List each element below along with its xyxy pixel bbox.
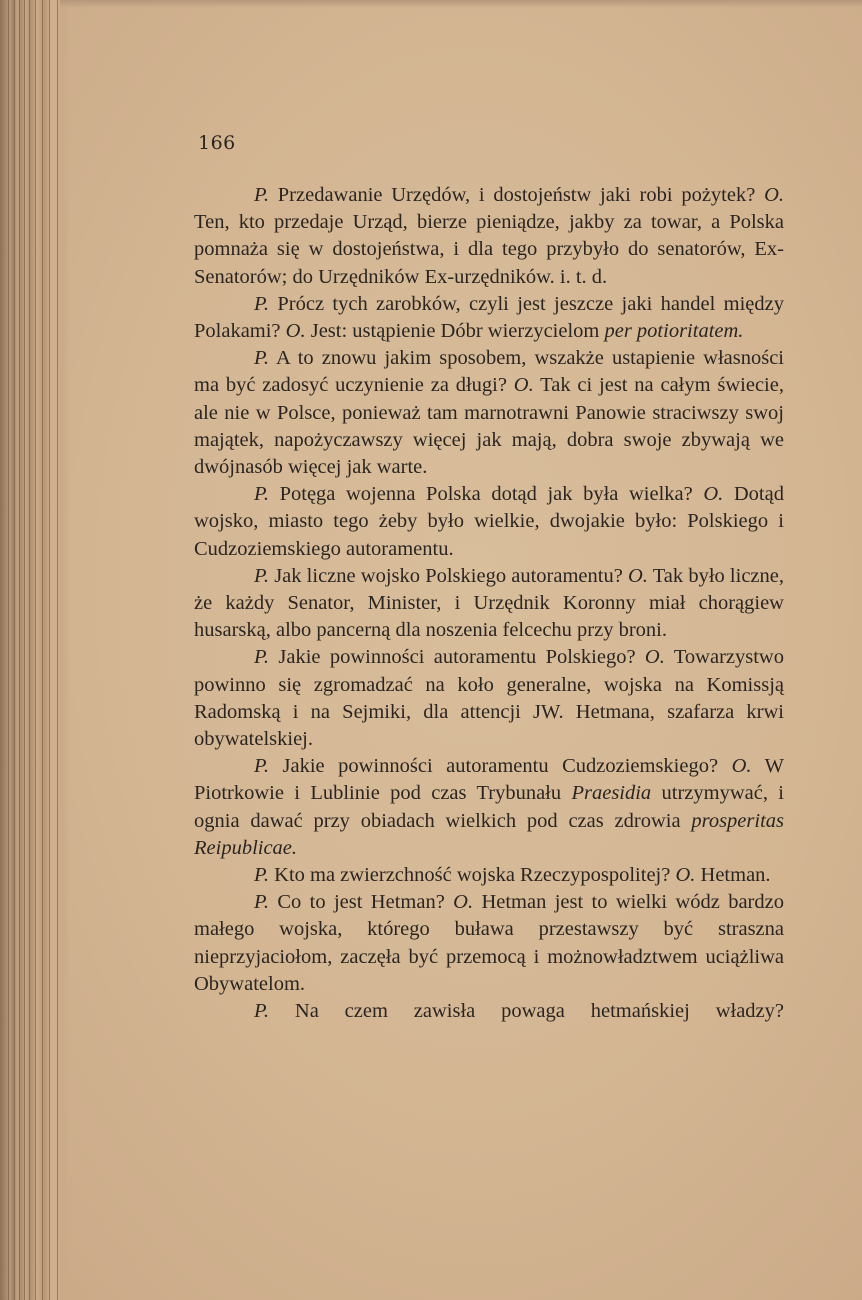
answer-marker: O. xyxy=(444,891,474,914)
question-marker: P. xyxy=(254,891,270,914)
answer-text: Dotąd wojsko, miasto tego żeby było wielkie, dwojakie było: Polskiego i Cudzoziemskiego autoramentu. xyxy=(194,483,784,560)
question-marker: P. xyxy=(254,184,270,206)
paragraph xyxy=(194,481,784,563)
question-marker: P. xyxy=(254,755,270,778)
question-marker: P. xyxy=(254,292,270,315)
question-marker: P. xyxy=(254,1000,270,1023)
question-text: Na czem zawisła powaga hetmańskiej władzy? xyxy=(269,1000,784,1023)
question-marker: P. xyxy=(254,864,270,887)
paragraph xyxy=(194,753,784,862)
question-text: Jakie powinności autoramentu Polskiego? xyxy=(269,646,636,669)
question-text: Jakie powinności autoramentu Cudzoziemskiego? xyxy=(269,755,719,778)
question-text: Jak liczne wojsko Polskiego autoramentu? xyxy=(269,564,623,587)
paragraph xyxy=(194,182,784,291)
question-text: Potęga wojenna Polska dotąd jak była wielka? xyxy=(269,483,693,506)
question-text: Kto ma zwierzchność wojska Rzeczypospolitej? xyxy=(269,864,671,887)
answer-text: Tak ci jest na całym świecie, ale nie w Polsce, ponieważ tam marnotrawni Panowie straciwszy swoj majątek, napożyczawszy więcej jak mają, dobra swoje zbywają we dwójnasób więcej jak warte. xyxy=(194,374,784,479)
question-text: Przedawanie Urzędów, i dostojeństw jaki robi pożytek? xyxy=(269,184,756,206)
latin-phrase: Praesidia xyxy=(571,782,652,805)
paragraph xyxy=(194,644,784,753)
answer-marker: O. xyxy=(635,646,665,669)
answer-text: Jest: ustąpienie Dóbr wierzycielom xyxy=(305,320,605,343)
paragraph xyxy=(194,345,784,481)
page-stack-edge xyxy=(0,0,70,1300)
answer-text: Tak było liczne, że każdy Senator, Minister, i Urzędnik Koronny miał chorągiew husarską, albo pancerną dla noszenia felcechu przy broni. xyxy=(194,564,784,642)
question-marker: P. xyxy=(254,564,270,587)
paragraph xyxy=(194,862,784,889)
answer-marker: O. xyxy=(755,184,784,206)
paragraph xyxy=(194,291,784,345)
question-marker: P. xyxy=(254,646,270,669)
paragraph xyxy=(194,998,784,1025)
page-text xyxy=(194,182,784,1025)
answer-marker: O. xyxy=(622,564,648,587)
page-number: 166 xyxy=(198,132,236,154)
answer-marker: O. xyxy=(670,864,696,887)
answer-text-continued: utrzymywać, i ognia dawać przy obiadach wielkich pod czas zdrowia xyxy=(194,782,784,832)
answer-text: Hetman jest to wielki wódz bardzo małego wojska, którego buława przestawszy być straszna nieprzyjaciołom, zaczęła być przemocą i możnowładztwem uciążliwa Obywatelom. xyxy=(194,891,784,995)
paragraph xyxy=(194,563,784,645)
question-marker: P. xyxy=(254,483,270,506)
answer-text: W Piotrkowie i Lublinie pod czas Trybunału xyxy=(194,755,785,805)
question-text: Co to jest Hetman? xyxy=(269,891,445,914)
answer-text: Ten, kto przedaje Urząd, bierze pieniądze, jakby za towar, a Polska pomnaża się w dostojeństwa, i dla tego przybyło do senatorów, Ex-Senatorów; do Urzędników Ex-urzędników. i. t. d. xyxy=(194,211,784,288)
question-marker: P. xyxy=(254,347,270,370)
answer-marker: O. xyxy=(692,483,724,506)
latin-phrase: prosperitas Reipublicae. xyxy=(194,809,784,859)
answer-marker: O. xyxy=(280,320,306,343)
page-top-edge xyxy=(60,0,862,8)
answer-marker: O. xyxy=(718,755,752,778)
answer-text: Hetman. xyxy=(695,864,771,887)
answer-marker: O. xyxy=(506,374,534,397)
paragraph xyxy=(194,889,784,998)
question-text: A to znowu jakim sposobem, wszakże ustapienie własności ma być zadosyć uczynienie za długi? xyxy=(194,347,784,397)
question-text: Prócz tych zarobków, czyli jest jeszcze jaki handel między Polakami? xyxy=(194,292,784,343)
latin-phrase: per potioritatem. xyxy=(604,320,744,343)
answer-text: Towarzystwo powinno się zgromadzać na koło generalne, wojska na Komissją Radomską i na Sejmiki, dla attencji JW. Hetmana, szafarza krwi obywatelskiej. xyxy=(194,646,784,751)
